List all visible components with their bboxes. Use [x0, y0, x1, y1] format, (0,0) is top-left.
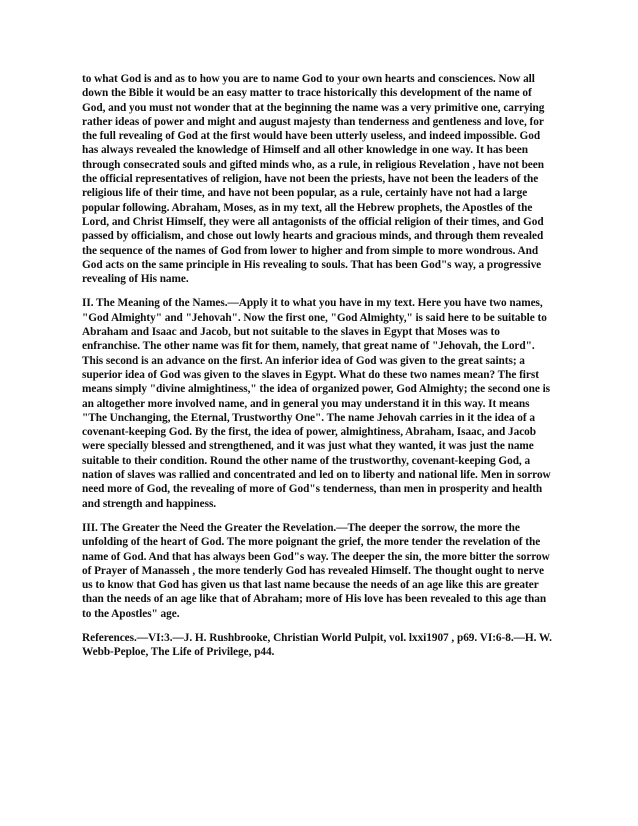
paragraph-intro: to what God is and as to how you are to name God to your own hearts and consciences. Now all down the Bible it would be an easy matter to trace historically this development of the name of God, and you must not wonder that at the beginning the name was a very primitive one, carrying rather ideas of power and might and august majesty than tenderness and gentleness and love, for the full revealing of God at the first would have been utterly useless, and indeed impossible. God has always revealed the knowledge of Himself and all other knowledge in one way. It has been through consecrated souls and gifted minds who, as a rule, in religious Revelation , have not been the official representatives of religion, have not been the priests, have not been the leaders of the religious life of their time, and have not been popular, as a rule, certainly have not had a large popular following. Abraham, Moses, as in my text, all the Hebrew prophets, the Apostles of the Lord, and Christ Himself, they were all antagonists of the official religion of their times, and God passed by officialism, and chose out lowly hearts and gracious minds, and through them revealed the sequence of the names of God from lower to higher and from simple to more wondrous. And God acts on the same principle in His revealing to souls. That has been God"s way, a progressive revealing of His name. — [82, 73, 545, 286]
paragraph-meaning-of-names: II. The Meaning of the Names.—Apply it to what you have in my text. Here you have two names, "God Almighty" and "Jehovah". Now the first one, "God Almighty," is said here to be suitable to Abraham and Isaac and Jacob, but not suitable to the slaves in Egypt that Moses was to enfranchise. The other name was fit for them, namely, that great name of "Jehovah, the Lord". This second is an advance on the first. An inferior idea of God was given to the great saints; a superior idea of God was given to the slaves in Egypt. What do these two names mean? The first means simply "divine almightiness," the idea of organized power, God Almighty; the second one is an altogether more involved name, and in general you may understand it in this way. It means "The Unchanging, the Eternal, Trustworthy One". The name Jehovah carries in it the idea of a covenant-keeping God. By the first, the idea of power, almightiness, Abraham, Isaac, and Jacob were specially blessed and strengthened, and it was just what they wanted, it was just the name suitable to their condition. Round the other name of the trustworthy, covenant-keeping God, a nation of slaves was rallied and concentrated and led on to liberty and national life. Men in sorrow need more of God, the revealing of more of God"s tenderness, than men in prosperity and health and strength and happiness. — [82, 297, 551, 510]
document-page — [82, 72, 552, 670]
paragraph-references: References.—VI:3.—J. H. Rushbrooke, Christian World Pulpit, vol. lxxi1907 , p69. VI:6-8.—H. W. Webb-Peploe, The Life of Privilege, p44. — [82, 631, 552, 659]
paragraph-greater-need: III. The Greater the Need the Greater the Revelation.—The deeper the sorrow, the more the unfolding of the heart of God. The more poignant the grief, the more tender the revelation of the name of God. And that has always been God"s way. The deeper the sin, the more bitter the sorrow of Prayer of Manasseh , the more tenderly God has revealed Himself. The thought ought to nerve us to know that God has given us that last name because the needs of an age like this are greater than the needs of an age like that of Abraham; more of His love has been revealed to this age than to the Apostles" age. — [82, 521, 550, 620]
